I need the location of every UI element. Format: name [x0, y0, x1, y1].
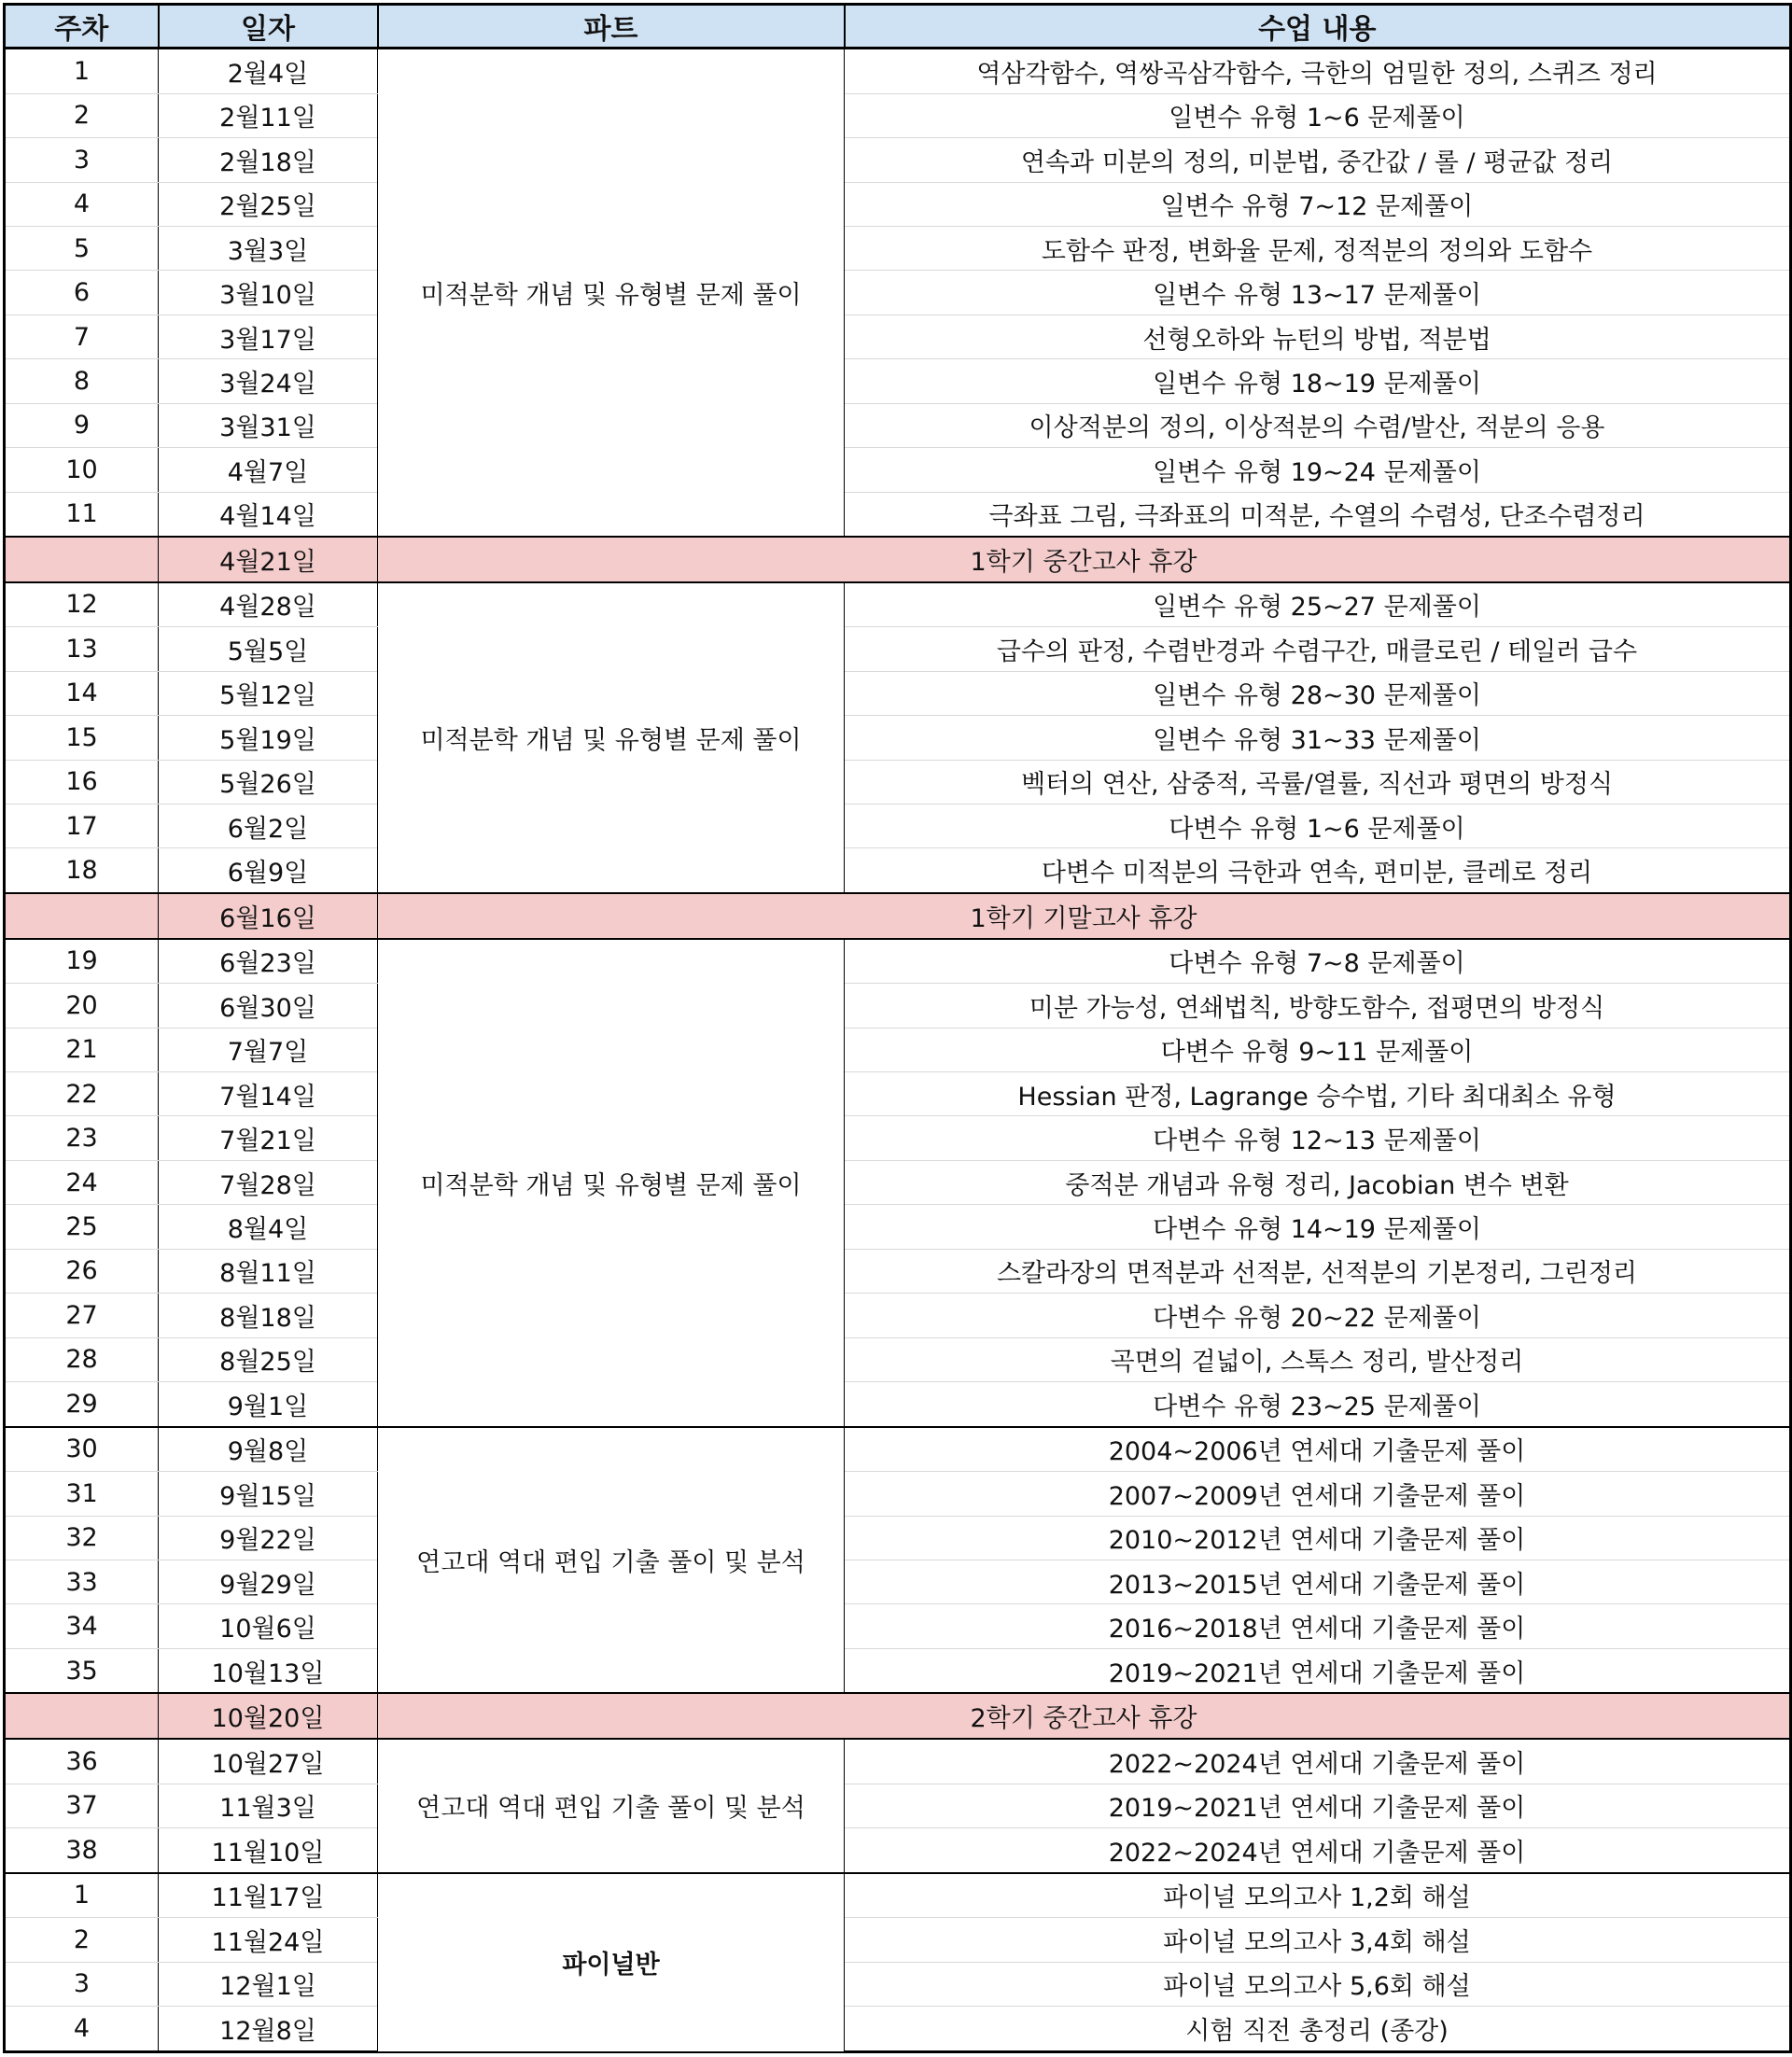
break-row: [5, 537, 1791, 582]
break-week-cell: [5, 893, 159, 939]
content-cell: 다변수 유형 20~22 문제풀이: [845, 1294, 1791, 1337]
date-cell: 9월29일: [159, 1560, 378, 1604]
table-row: [5, 226, 1791, 270]
table-row: [5, 1072, 1791, 1116]
table-row: [5, 1962, 1791, 2006]
date-cell: 8월4일: [159, 1205, 378, 1249]
break-label-cell: 2학기 중간고사 휴강: [378, 1693, 1791, 1739]
part-cell: 미적분학 개념 및 유형별 문제 풀이: [378, 582, 845, 893]
content-cell: 2007~2009년 연세대 기출문제 풀이: [845, 1472, 1791, 1516]
date-cell: 4월14일: [159, 492, 378, 537]
week-cell: 21: [5, 1028, 159, 1071]
content-cell: 일변수 유형 28~30 문제풀이: [845, 671, 1791, 715]
break-week-cell: [5, 1693, 159, 1739]
date-cell: 6월2일: [159, 805, 378, 848]
week-cell: 16: [5, 760, 159, 804]
table-row: [5, 716, 1791, 760]
content-cell: 일변수 유형 18~19 문제풀이: [845, 359, 1791, 403]
table-row: [5, 403, 1791, 447]
date-cell: 11월17일: [159, 1873, 378, 1918]
week-cell: 26: [5, 1249, 159, 1293]
content-cell: 파이널 모의고사 1,2회 해설: [845, 1873, 1791, 1918]
table-row: [5, 49, 1791, 94]
date-cell: 10월6일: [159, 1604, 378, 1648]
table-row: [5, 1918, 1791, 1962]
table-row: [5, 492, 1791, 537]
week-cell: 22: [5, 1072, 159, 1116]
date-cell: 3월24일: [159, 359, 378, 403]
week-cell: 24: [5, 1160, 159, 1204]
table-row: [5, 848, 1791, 893]
week-cell: 11: [5, 492, 159, 537]
table-row: [5, 182, 1791, 226]
week-cell: 38: [5, 1828, 159, 1873]
part-cell: 파이널반: [378, 1873, 845, 2052]
week-cell: 17: [5, 805, 159, 848]
content-cell: 일변수 유형 13~17 문제풀이: [845, 271, 1791, 315]
date-cell: 9월22일: [159, 1516, 378, 1560]
part-cell: 미적분학 개념 및 유형별 문제 풀이: [378, 49, 845, 538]
date-cell: 7월7일: [159, 1028, 378, 1071]
content-cell: 다변수 유형 14~19 문제풀이: [845, 1205, 1791, 1249]
table-row: [5, 1205, 1791, 1249]
table-row: [5, 1382, 1791, 1427]
week-cell: 4: [5, 2006, 159, 2051]
break-label-cell: 1학기 기말고사 휴강: [378, 893, 1791, 939]
content-cell: 중적분 개념과 유형 정리, Jacobian 변수 변환: [845, 1160, 1791, 1204]
table-row: [5, 1160, 1791, 1204]
date-cell: 3월10일: [159, 271, 378, 315]
week-cell: 8: [5, 359, 159, 403]
content-cell: 2013~2015년 연세대 기출문제 풀이: [845, 1560, 1791, 1604]
content-cell: 2019~2021년 연세대 기출문제 풀이: [845, 1648, 1791, 1693]
date-cell: 5월12일: [159, 671, 378, 715]
date-cell: 12월1일: [159, 1962, 378, 2006]
week-cell: 29: [5, 1382, 159, 1427]
table-row: [5, 1472, 1791, 1516]
week-cell: 3: [5, 1962, 159, 2006]
table-row: [5, 93, 1791, 137]
table-row: [5, 448, 1791, 492]
week-cell: 20: [5, 984, 159, 1028]
week-cell: 13: [5, 627, 159, 671]
week-cell: 23: [5, 1116, 159, 1160]
date-cell: 8월18일: [159, 1294, 378, 1337]
content-cell: 2016~2018년 연세대 기출문제 풀이: [845, 1604, 1791, 1648]
date-cell: 2월11일: [159, 93, 378, 137]
table-row: [5, 1784, 1791, 1827]
part-cell: 연고대 역대 편입 기출 풀이 및 분석: [378, 1427, 845, 1694]
table-row: [5, 271, 1791, 315]
content-cell: 일변수 유형 25~27 문제풀이: [845, 582, 1791, 627]
break-date-cell: 6월16일: [159, 893, 378, 939]
date-cell: 10월27일: [159, 1739, 378, 1784]
week-cell: 25: [5, 1205, 159, 1249]
week-cell: 6: [5, 271, 159, 315]
content-cell: 파이널 모의고사 3,4회 해설: [845, 1918, 1791, 1962]
date-cell: 2월25일: [159, 182, 378, 226]
content-cell: 연속과 미분의 정의, 미분법, 중간값 / 롤 / 평균값 정리: [845, 138, 1791, 182]
table-row: [5, 315, 1791, 358]
content-cell: 다변수 미적분의 극한과 연속, 편미분, 클레로 정리: [845, 848, 1791, 893]
week-column-header: 주차: [5, 5, 159, 49]
week-cell: 2: [5, 93, 159, 137]
break-week-cell: [5, 537, 159, 582]
content-cell: 이상적분의 정의, 이상적분의 수렴/발산, 적분의 응용: [845, 403, 1791, 447]
content-cell: 다변수 유형 23~25 문제풀이: [845, 1382, 1791, 1427]
table-row: [5, 1116, 1791, 1160]
table-row: [5, 984, 1791, 1028]
week-cell: 3: [5, 138, 159, 182]
date-cell: 10월13일: [159, 1648, 378, 1693]
date-cell: 8월25일: [159, 1337, 378, 1381]
table-row: [5, 805, 1791, 848]
date-cell: 3월17일: [159, 315, 378, 358]
date-cell: 3월3일: [159, 226, 378, 270]
table-row: [5, 939, 1791, 984]
date-cell: 12월8일: [159, 2006, 378, 2051]
week-cell: 34: [5, 1604, 159, 1648]
week-cell: 30: [5, 1427, 159, 1472]
table-row: [5, 1028, 1791, 1071]
content-cell: 다변수 유형 9~11 문제풀이: [845, 1028, 1791, 1071]
week-cell: 32: [5, 1516, 159, 1560]
content-cell: 2022~2024년 연세대 기출문제 풀이: [845, 1739, 1791, 1784]
content-cell: 2019~2021년 연세대 기출문제 풀이: [845, 1784, 1791, 1827]
content-cell: 곡면의 겉넓이, 스톡스 정리, 발산정리: [845, 1337, 1791, 1381]
content-cell: 스칼라장의 면적분과 선적분, 선적분의 기본정리, 그린정리: [845, 1249, 1791, 1293]
part-cell: 미적분학 개념 및 유형별 문제 풀이: [378, 939, 845, 1427]
content-cell: 파이널 모의고사 5,6회 해설: [845, 1962, 1791, 2006]
table-row: [5, 1560, 1791, 1604]
content-cell: 다변수 유형 12~13 문제풀이: [845, 1116, 1791, 1160]
content-cell: 2022~2024년 연세대 기출문제 풀이: [845, 1828, 1791, 1873]
week-cell: 33: [5, 1560, 159, 1604]
table-row: [5, 1604, 1791, 1648]
date-cell: 6월30일: [159, 984, 378, 1028]
content-cell: 미분 가능성, 연쇄법칙, 방향도함수, 접평면의 방정식: [845, 984, 1791, 1028]
week-cell: 7: [5, 315, 159, 358]
table-header-row: [5, 5, 1791, 49]
table-row: [5, 2006, 1791, 2051]
content-cell: 다변수 유형 7~8 문제풀이: [845, 939, 1791, 984]
content-cell: 역삼각함수, 역쌍곡삼각함수, 극한의 엄밀한 정의, 스퀴즈 정리: [845, 49, 1791, 94]
date-cell: 8월11일: [159, 1249, 378, 1293]
week-cell: 10: [5, 448, 159, 492]
week-cell: 31: [5, 1472, 159, 1516]
content-cell: 벡터의 연산, 삼중적, 곡률/열률, 직선과 평면의 방정식: [845, 760, 1791, 804]
week-cell: 37: [5, 1784, 159, 1827]
date-cell: 5월26일: [159, 760, 378, 804]
week-cell: 27: [5, 1294, 159, 1337]
week-cell: 12: [5, 582, 159, 627]
table-row: [5, 1427, 1791, 1472]
break-row: [5, 1693, 1791, 1739]
date-cell: 7월28일: [159, 1160, 378, 1204]
part-cell: 연고대 역대 편입 기출 풀이 및 분석: [378, 1739, 845, 1873]
content-cell: 급수의 판정, 수렴반경과 수렴구간, 매클로린 / 테일러 급수: [845, 627, 1791, 671]
break-label-cell: 1학기 중간고사 휴강: [378, 537, 1791, 582]
table-row: [5, 1337, 1791, 1381]
content-cell: 선형오하와 뉴턴의 방법, 적분법: [845, 315, 1791, 358]
content-cell: 2004~2006년 연세대 기출문제 풀이: [845, 1427, 1791, 1472]
week-cell: 1: [5, 49, 159, 94]
content-cell: 극좌표 그림, 극좌표의 미적분, 수열의 수렴성, 단조수렴정리: [845, 492, 1791, 537]
table-row: [5, 1739, 1791, 1784]
date-cell: 4월7일: [159, 448, 378, 492]
date-cell: 6월23일: [159, 939, 378, 984]
table-row: [5, 1873, 1791, 1918]
week-cell: 2: [5, 1918, 159, 1962]
date-cell: 9월1일: [159, 1382, 378, 1427]
content-cell: 일변수 유형 31~33 문제풀이: [845, 716, 1791, 760]
date-cell: 6월9일: [159, 848, 378, 893]
date-cell: 5월5일: [159, 627, 378, 671]
week-cell: 28: [5, 1337, 159, 1381]
table-row: [5, 671, 1791, 715]
date-cell: 5월19일: [159, 716, 378, 760]
content-cell: 일변수 유형 7~12 문제풀이: [845, 182, 1791, 226]
date-column-header: 일자: [159, 5, 378, 49]
week-cell: 1: [5, 1873, 159, 1918]
date-cell: 2월18일: [159, 138, 378, 182]
table-row: [5, 627, 1791, 671]
week-cell: 5: [5, 226, 159, 270]
date-cell: 4월28일: [159, 582, 378, 627]
table-row: [5, 582, 1791, 627]
date-cell: 2월4일: [159, 49, 378, 94]
table-row: [5, 1648, 1791, 1693]
date-cell: 3월31일: [159, 403, 378, 447]
table-row: [5, 1516, 1791, 1560]
content-cell: Hessian 판정, Lagrange 승수법, 기타 최대최소 유형: [845, 1072, 1791, 1116]
table-row: [5, 359, 1791, 403]
table-row: [5, 1249, 1791, 1293]
week-cell: 35: [5, 1648, 159, 1693]
date-cell: 7월21일: [159, 1116, 378, 1160]
date-cell: 9월8일: [159, 1427, 378, 1472]
week-cell: 18: [5, 848, 159, 893]
content-column-header: 수업 내용: [845, 5, 1791, 49]
schedule-body: [5, 49, 1791, 2052]
break-date-cell: 4월21일: [159, 537, 378, 582]
date-cell: 7월14일: [159, 1072, 378, 1116]
content-cell: 일변수 유형 19~24 문제풀이: [845, 448, 1791, 492]
date-cell: 9월15일: [159, 1472, 378, 1516]
week-cell: 9: [5, 403, 159, 447]
content-cell: 시험 직전 총정리 (종강): [845, 2006, 1791, 2051]
week-cell: 36: [5, 1739, 159, 1784]
break-date-cell: 10월20일: [159, 1693, 378, 1739]
week-cell: 19: [5, 939, 159, 984]
week-cell: 4: [5, 182, 159, 226]
date-cell: 11월3일: [159, 1784, 378, 1827]
week-cell: 15: [5, 716, 159, 760]
content-cell: 일변수 유형 1~6 문제풀이: [845, 93, 1791, 137]
content-cell: 도함수 판정, 변화율 문제, 정적분의 정의와 도함수: [845, 226, 1791, 270]
content-cell: 2010~2012년 연세대 기출문제 풀이: [845, 1516, 1791, 1560]
part-column-header: 파트: [378, 5, 845, 49]
table-row: [5, 1294, 1791, 1337]
week-cell: 14: [5, 671, 159, 715]
schedule-table: [3, 3, 1792, 2053]
table-row: [5, 1828, 1791, 1873]
date-cell: 11월24일: [159, 1918, 378, 1962]
date-cell: 11월10일: [159, 1828, 378, 1873]
break-row: [5, 893, 1791, 939]
content-cell: 다변수 유형 1~6 문제풀이: [845, 805, 1791, 848]
table-row: [5, 138, 1791, 182]
table-row: [5, 760, 1791, 804]
